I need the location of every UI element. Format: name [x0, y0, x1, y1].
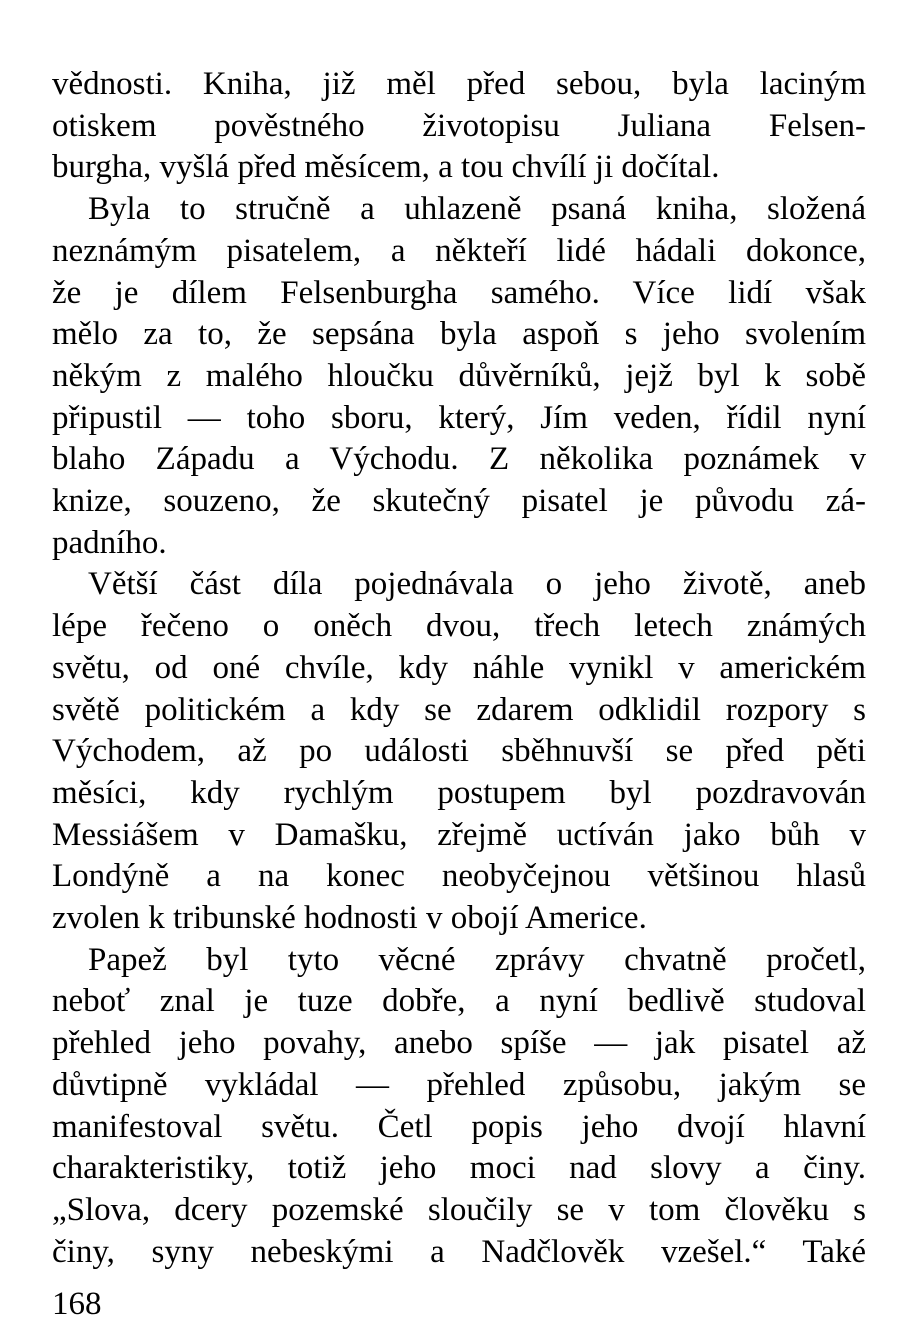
text-line: zvolen k tribunské hodnosti v obojí Americe. — [52, 900, 647, 937]
text-line: burgha, vyšlá před měsícem, a tou chvílí ji dočítal. — [52, 149, 720, 186]
text-line: Východem, až po události sběhnuvší se před pěti — [52, 733, 866, 770]
text-line: měsíci, kdy rychlým postupem byl pozdravován — [52, 774, 866, 811]
text-line: manifestoval světu. Četl popis jeho dvojí hlavní — [52, 1108, 866, 1145]
text-line: přehled jeho povahy, anebo spíše — jak pisatel až — [52, 1025, 866, 1062]
text-line: charakteristiky, totiž jeho moci nad slovy a činy. — [52, 1150, 866, 1187]
text-line: důvtipně vykládal — přehled způsobu, jakým se — [52, 1066, 866, 1103]
text-line: Papež byl tyto věcné zprávy chvatně pročetl, — [88, 941, 866, 978]
paragraph-3 — [52, 564, 866, 939]
text-line: „Slova, dcery pozemské sloučily se v tom člověku s — [52, 1191, 866, 1228]
text-line: někým z malého hloučku důvěrníků, jejž byl k sobě — [52, 357, 866, 394]
text-line: mělo za to, že sepsána byla aspoň s jeho svolením — [52, 316, 866, 353]
text-line: připustil — toho sboru, který, Jím veden, řídil nyní — [52, 399, 866, 436]
paragraph-2 — [52, 189, 866, 564]
text-line: Byla to stručně a uhlazeně psaná kniha, složená — [88, 191, 866, 228]
paragraph-4 — [52, 940, 866, 1274]
text-line: otiskem pověstného životopisu Juliana Felsen- — [52, 107, 866, 144]
text-line: světě politickém a kdy se zdarem odklidil rozpory s — [52, 691, 866, 728]
text-line: lépe řečeno o oněch dvou, třech letech známých — [52, 608, 866, 645]
text-line: neznámým pisatelem, a někteří lidé hádali dokonce, — [52, 232, 866, 269]
text-line: neboť znal je tuze dobře, a nyní bedlivě studoval — [52, 983, 866, 1020]
text-line: padního. — [52, 524, 167, 561]
text-line: Messiášem v Damašku, zřejmě uctíván jako bůh v — [52, 816, 866, 853]
text-line: vědnosti. Kniha, již měl před sebou, byla laciným — [52, 66, 866, 102]
text-line: činy, syny nebeskými a Nadčlověk vzešel.“ Také — [52, 1233, 866, 1270]
text-line: blaho Západu a Východu. Z několika poznámek v — [52, 441, 866, 478]
text-line: Větší část díla pojednávala o jeho životě, aneb — [88, 566, 866, 603]
text-line: knize, souzeno, že skutečný pisatel je původu zá- — [52, 483, 866, 520]
page-number: 168 — [52, 1286, 102, 1322]
page-body — [52, 64, 866, 1273]
text-line: Londýně a na konec neobyčejnou většinou hlasů — [52, 858, 866, 895]
text-line: že je dílem Felsenburgha samého. Více lidí však — [52, 274, 866, 311]
paragraph-1 — [52, 64, 866, 189]
text-line: světu, od oné chvíle, kdy náhle vynikl v americkém — [52, 649, 866, 686]
